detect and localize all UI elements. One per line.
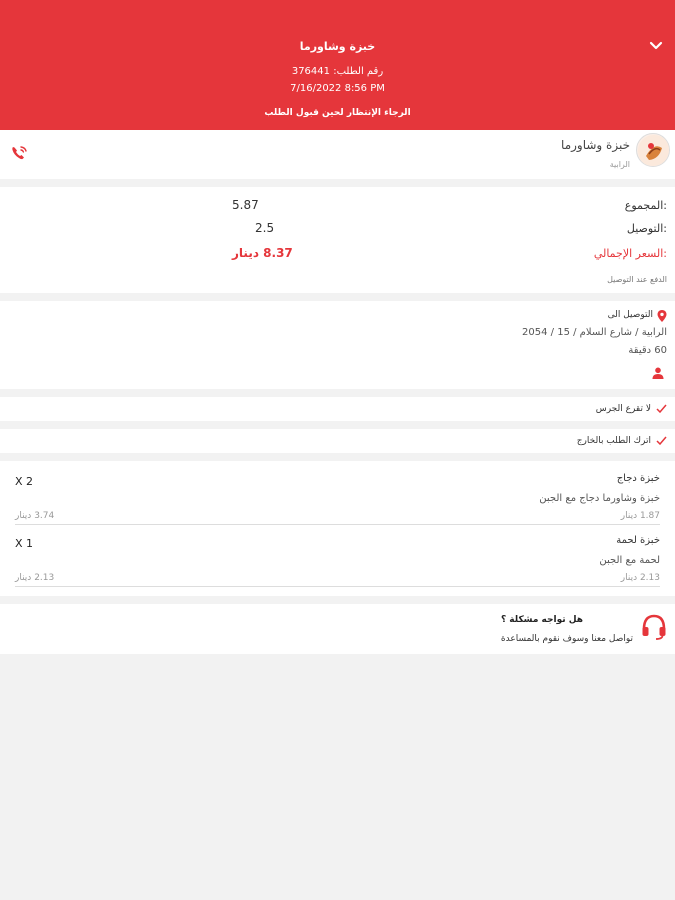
restaurant-logo-icon: [637, 134, 670, 167]
item-name: خبزة دجاج: [616, 473, 660, 484]
check-icon: [656, 404, 667, 413]
order-datetime: 7/16/2022 8:56 PM: [290, 83, 385, 94]
item-unit-price: 2.13 دينار: [620, 573, 660, 583]
restaurant-card: [0, 130, 675, 179]
restaurant-area: الرابية: [609, 160, 630, 169]
order-totals: [0, 187, 675, 293]
payment-method-note: الدفع عند التوصيل: [607, 275, 667, 284]
instruction-text: اترك الطلب بالخارج: [576, 436, 651, 446]
delivery-to-title: التوصيل الى: [607, 310, 653, 320]
location-pin-icon: [657, 310, 667, 322]
help-text: تواصل معنا وسوف نقوم بالمساعدة: [500, 634, 633, 644]
call-restaurant-icon[interactable]: [10, 144, 30, 162]
subtotal-label: المجموع:: [624, 199, 667, 212]
help-question: هل تواجه مشكلة ؟: [500, 615, 583, 625]
order-status-message: الرجاء الإنتظار لحين قبول الطلب: [264, 108, 411, 118]
restaurant-name: خبزة وشاورما: [561, 138, 630, 152]
delivery-address-line: الرابية / شارع السلام / 15 / 2054: [522, 327, 667, 338]
item-unit-price: 1.87 دينار: [620, 511, 660, 521]
item-name: خبزة لحمة: [616, 535, 660, 546]
delivery-label: التوصيل:: [626, 222, 667, 235]
subtotal-value: 5.87: [232, 198, 259, 212]
item-quantity: X 1: [15, 537, 34, 550]
delivery-value: 2.5: [255, 221, 275, 235]
item-total-price: 2.13 دينار: [15, 573, 55, 583]
restaurant-logo: [636, 133, 670, 167]
item-total-price: 3.74 دينار: [15, 511, 55, 521]
headset-icon: [641, 613, 667, 641]
list-item: [15, 525, 660, 587]
item-description: خبزة وشاورما دجاج مع الجبن: [539, 493, 660, 504]
instruction-no-bell: [0, 397, 675, 421]
check-icon: [656, 436, 667, 445]
order-number: رقم الطلب: 376441: [291, 66, 384, 77]
item-quantity: X 2: [15, 475, 34, 488]
help-support-card[interactable]: [0, 604, 675, 654]
delivery-address-card: [0, 301, 675, 389]
total-value: 8.37 دينار: [232, 246, 293, 260]
delivery-time: 60 دقيقة: [628, 345, 667, 356]
instruction-text: لا تقرع الجرس: [595, 404, 651, 414]
instruction-leave-outside: [0, 429, 675, 453]
order-header: [0, 0, 675, 130]
order-items-list: [0, 461, 675, 596]
list-item: [15, 463, 660, 525]
item-description: لحمة مع الجبن: [599, 555, 660, 566]
header-restaurant-title: خبزة وشاورما: [299, 40, 376, 53]
total-label: السعر الإجمالي:: [593, 247, 667, 260]
person-icon: [652, 367, 664, 379]
